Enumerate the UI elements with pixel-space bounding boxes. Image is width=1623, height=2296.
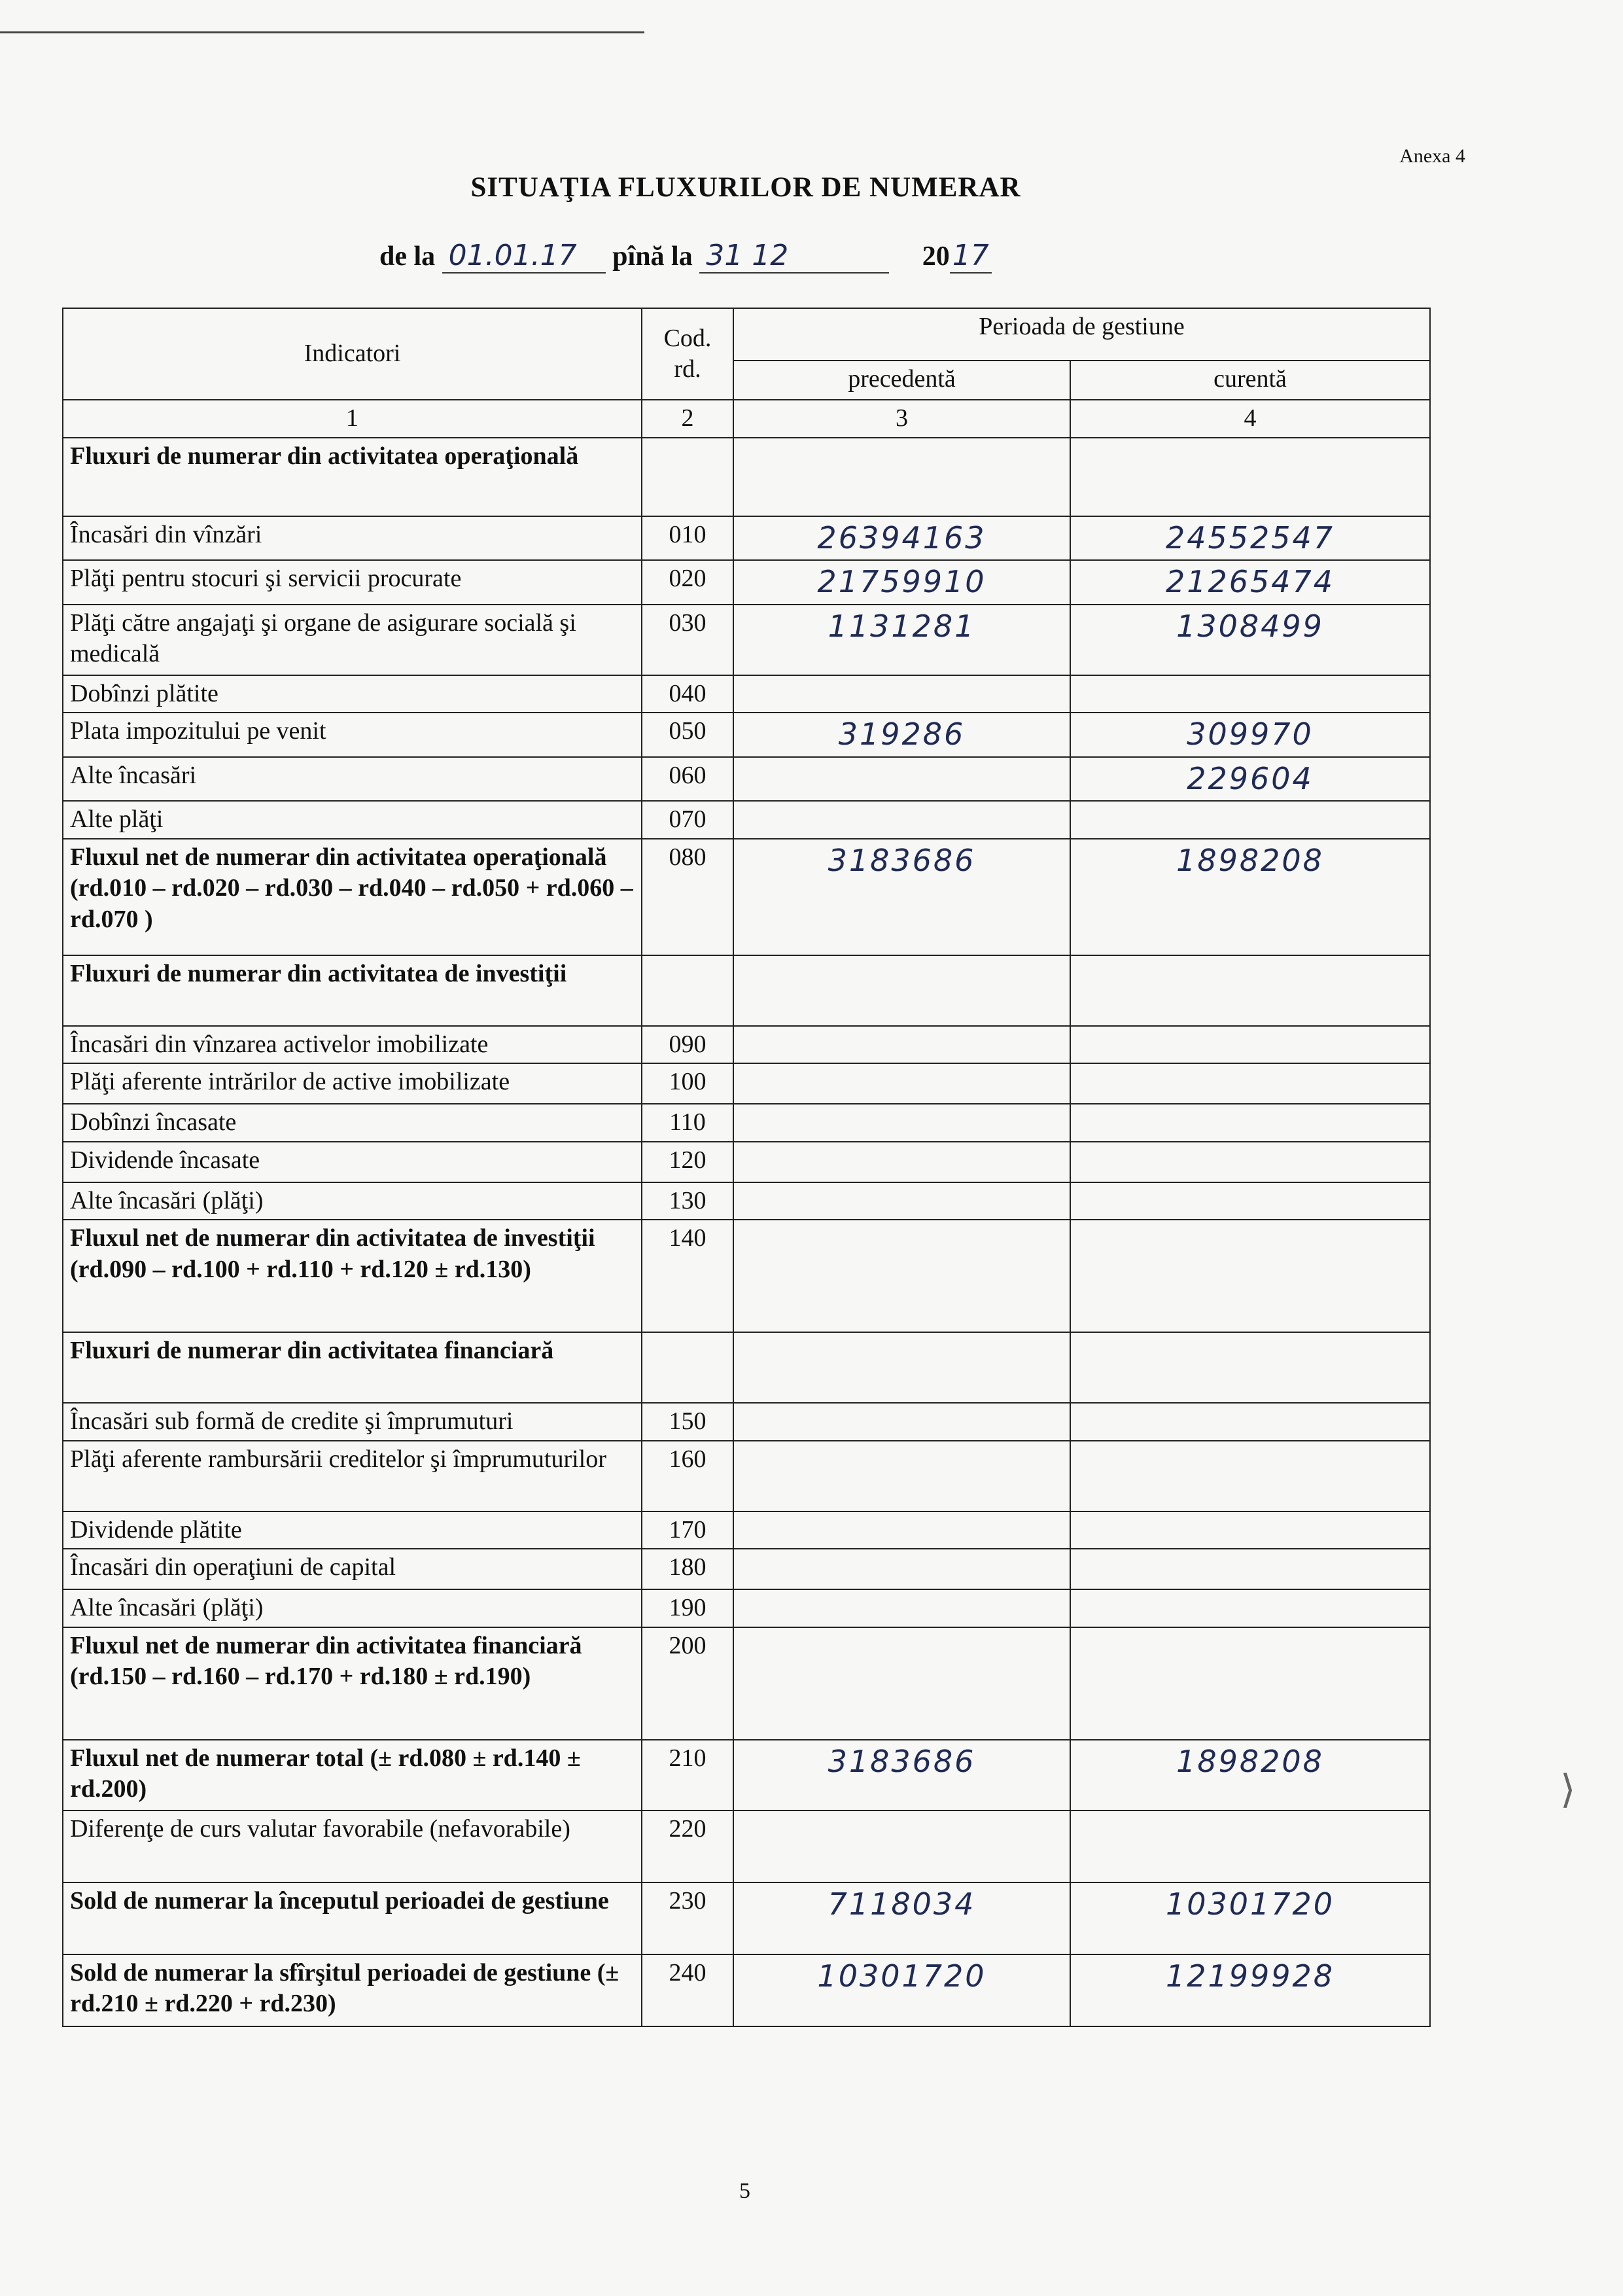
row-value-current	[1070, 675, 1430, 713]
row-code: 020	[642, 560, 733, 605]
row-code: 030	[642, 605, 733, 675]
row-value-previous	[733, 1549, 1070, 1589]
table-row	[63, 1441, 1430, 1511]
row-label: Plăţi aferente intrărilor de active imobilizate	[63, 1063, 642, 1104]
row-code: 230	[642, 1882, 733, 1954]
row-value-previous	[733, 1063, 1070, 1104]
row-code	[642, 955, 733, 1026]
row-value-previous	[733, 1142, 1070, 1182]
row-label: Alte încasări (plăţi)	[63, 1589, 642, 1627]
margin-mark: ⟩	[1560, 1767, 1576, 1812]
row-label: Alte plăţi	[63, 801, 642, 839]
top-rule	[0, 31, 644, 33]
table-row	[63, 1142, 1430, 1182]
table-row	[63, 1026, 1430, 1064]
row-code: 160	[642, 1441, 733, 1511]
row-value-previous: 26394163	[733, 516, 1070, 561]
row-value-previous	[733, 1220, 1070, 1332]
row-label: Dividende încasate	[63, 1142, 642, 1182]
row-value-current	[1070, 1332, 1430, 1403]
row-value-current: 24552547	[1070, 516, 1430, 561]
row-value-current: 1898208	[1070, 839, 1430, 955]
row-label: Fluxul net de numerar din activitatea operaţională (rd.010 – rd.020 – rd.030 – rd.040 – rd.050 + rd.060 – rd.070 )	[63, 839, 642, 955]
cash-flow-table	[62, 308, 1431, 2027]
row-code: 180	[642, 1549, 733, 1589]
header-previous: precedentă	[733, 361, 1070, 400]
table-row	[63, 1403, 1430, 1441]
row-label: Diferenţe de curs valutar favorabile (nefavorabile)	[63, 1810, 642, 1882]
table-row	[63, 605, 1430, 675]
row-code: 170	[642, 1511, 733, 1549]
table-row	[63, 1332, 1430, 1403]
header-col-number: 3	[733, 400, 1070, 438]
row-value-current	[1070, 1511, 1430, 1549]
row-label: Plăţi către angajaţi şi organe de asigurare socială şi medicală	[63, 605, 642, 675]
page-number: 5	[739, 2179, 750, 2203]
period-year-value: 17	[950, 239, 992, 274]
annex-label: Anexa 4	[1399, 145, 1465, 167]
row-value-previous: 10301720	[733, 1954, 1070, 2026]
row-label: Sold de numerar la începutul perioadei de gestiune	[63, 1882, 642, 1954]
row-value-previous	[733, 1332, 1070, 1403]
table-row	[63, 1740, 1430, 1810]
table-row	[63, 1104, 1430, 1142]
row-value-current: 1308499	[1070, 605, 1430, 675]
row-value-previous: 3183686	[733, 1740, 1070, 1810]
row-value-current	[1070, 438, 1430, 516]
row-label: Fluxuri de numerar din activitatea financiară	[63, 1332, 642, 1403]
row-label: Încasări sub formă de credite şi împrumuturi	[63, 1403, 642, 1441]
row-code	[642, 438, 733, 516]
row-value-current	[1070, 1627, 1430, 1740]
row-code: 110	[642, 1104, 733, 1142]
row-value-previous	[733, 801, 1070, 839]
row-value-previous: 21759910	[733, 560, 1070, 605]
row-value-previous	[733, 1441, 1070, 1511]
table-row	[63, 1549, 1430, 1589]
row-value-current	[1070, 801, 1430, 839]
row-value-previous: 1131281	[733, 605, 1070, 675]
row-label: Dividende plătite	[63, 1511, 642, 1549]
row-value-previous: 319286	[733, 713, 1070, 757]
table-row	[63, 1589, 1430, 1627]
row-label: Sold de numerar la sfîrşitul perioadei de gestiune (± rd.210 ± rd.220 + rd.230)	[63, 1954, 642, 2026]
row-code: 050	[642, 713, 733, 757]
row-code: 060	[642, 757, 733, 802]
row-code: 130	[642, 1182, 733, 1220]
row-label: Plata impozitului pe venit	[63, 713, 642, 757]
table-row	[63, 675, 1430, 713]
table-row	[63, 1810, 1430, 1882]
row-label: Plăţi pentru stocuri şi servicii procurate	[63, 560, 642, 605]
row-label: Dobînzi plătite	[63, 675, 642, 713]
row-label: Fluxuri de numerar din activitatea operaţională	[63, 438, 642, 516]
row-value-previous	[733, 438, 1070, 516]
document-title: SITUAŢIA FLUXURILOR DE NUMERAR	[470, 172, 1021, 203]
row-value-current	[1070, 1589, 1430, 1627]
row-value-current	[1070, 1810, 1430, 1882]
row-value-previous: 7118034	[733, 1882, 1070, 1954]
table-row	[63, 1627, 1430, 1740]
row-code: 140	[642, 1220, 733, 1332]
row-value-current	[1070, 1063, 1430, 1104]
row-value-current	[1070, 1026, 1430, 1064]
period-to-label: pînă la	[612, 241, 693, 272]
row-value-current	[1070, 1549, 1430, 1589]
table-row	[63, 713, 1430, 757]
row-code: 200	[642, 1627, 733, 1740]
row-code: 070	[642, 801, 733, 839]
header-period: Perioada de gestiune	[733, 308, 1430, 361]
row-value-current: 21265474	[1070, 560, 1430, 605]
period-from-label: de la	[379, 241, 436, 272]
table-row	[63, 1511, 1430, 1549]
table-row	[63, 560, 1430, 605]
row-label: Alte încasări (plăţi)	[63, 1182, 642, 1220]
row-value-previous	[733, 1104, 1070, 1142]
row-label: Încasări din vînzarea activelor imobilizate	[63, 1026, 642, 1064]
row-code	[642, 1332, 733, 1403]
row-code: 220	[642, 1810, 733, 1882]
row-value-previous	[733, 1182, 1070, 1220]
row-value-current: 229604	[1070, 757, 1430, 802]
table-row	[63, 1220, 1430, 1332]
row-value-previous: 3183686	[733, 839, 1070, 955]
header-col-number: 1	[63, 400, 642, 438]
row-value-current: 309970	[1070, 713, 1430, 757]
row-label: Dobînzi încasate	[63, 1104, 642, 1142]
row-value-current: 12199928	[1070, 1954, 1430, 2026]
table-row	[63, 1182, 1430, 1220]
row-label: Fluxul net de numerar din activitatea de investiţii (rd.090 – rd.100 + rd.110 + rd.120 ± rd.130)	[63, 1220, 642, 1332]
header-col-number: 4	[1070, 400, 1430, 438]
row-code: 190	[642, 1589, 733, 1627]
header-col-number: 2	[642, 400, 733, 438]
period-line	[379, 239, 992, 274]
row-value-current	[1070, 1403, 1430, 1441]
row-code: 080	[642, 839, 733, 955]
row-value-previous	[733, 955, 1070, 1026]
row-value-previous	[733, 1627, 1070, 1740]
header-indicators: Indicatori	[63, 308, 642, 400]
period-to-value: 31 12	[699, 239, 889, 274]
row-value-current	[1070, 1220, 1430, 1332]
row-code: 090	[642, 1026, 733, 1064]
row-code: 240	[642, 1954, 733, 2026]
table-row	[63, 955, 1430, 1026]
row-value-current	[1070, 1441, 1430, 1511]
row-label: Încasări din operaţiuni de capital	[63, 1549, 642, 1589]
row-value-previous	[733, 1403, 1070, 1441]
row-label: Încasări din vînzări	[63, 516, 642, 561]
row-value-previous	[733, 1026, 1070, 1064]
row-code: 120	[642, 1142, 733, 1182]
header-current: curentă	[1070, 361, 1430, 400]
row-value-current	[1070, 1142, 1430, 1182]
row-value-current	[1070, 1104, 1430, 1142]
table-row	[63, 1954, 1430, 2026]
row-label: Fluxul net de numerar din activitatea financiară (rd.150 – rd.160 – rd.170 + rd.180 ± rd.190)	[63, 1627, 642, 1740]
period-from-value: 01.01.17	[442, 239, 606, 274]
row-code: 100	[642, 1063, 733, 1104]
row-value-previous	[733, 1810, 1070, 1882]
table-row	[63, 438, 1430, 516]
row-value-previous	[733, 675, 1070, 713]
table-row	[63, 1063, 1430, 1104]
table-row	[63, 1882, 1430, 1954]
table-row	[63, 801, 1430, 839]
row-code: 040	[642, 675, 733, 713]
row-value-current: 10301720	[1070, 1882, 1430, 1954]
row-code: 010	[642, 516, 733, 561]
table-row	[63, 516, 1430, 561]
row-label: Plăţi aferente rambursării creditelor şi împrumuturilor	[63, 1441, 642, 1511]
row-value-current	[1070, 1182, 1430, 1220]
row-code: 210	[642, 1740, 733, 1810]
row-value-previous	[733, 757, 1070, 802]
row-code: 150	[642, 1403, 733, 1441]
row-value-current	[1070, 955, 1430, 1026]
row-label: Alte încasări	[63, 757, 642, 802]
row-label: Fluxul net de numerar total (± rd.080 ± rd.140 ± rd.200)	[63, 1740, 642, 1810]
period-year-prefix: 20	[922, 241, 950, 272]
row-value-current: 1898208	[1070, 1740, 1430, 1810]
row-value-previous	[733, 1589, 1070, 1627]
table-row	[63, 757, 1430, 802]
header-code: Cod. rd.	[642, 308, 733, 400]
table-row	[63, 839, 1430, 955]
row-value-previous	[733, 1511, 1070, 1549]
row-label: Fluxuri de numerar din activitatea de investiţii	[63, 955, 642, 1026]
